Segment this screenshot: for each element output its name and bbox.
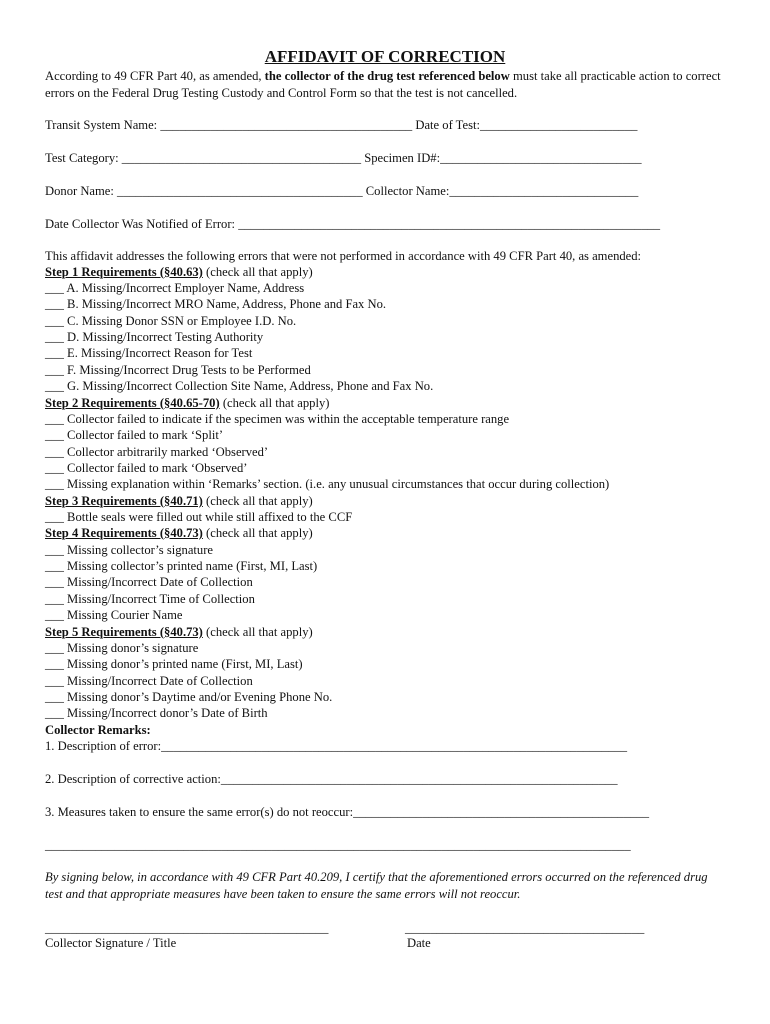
intro-text-1: According to 49 CFR Part 40, as amended,: [45, 69, 265, 83]
step5-note: (check all that apply): [202, 625, 313, 639]
step3-header: [45, 493, 313, 509]
step1-note: (check all that apply): [202, 265, 313, 279]
intro-bold-text: the collector of the drug test referenced below: [264, 69, 510, 83]
step4-header: [45, 525, 313, 541]
checklist-item[interactable]: ___ Missing collector’s signature: [45, 543, 214, 557]
donor-collector-fields[interactable]: Donor Name: _______________________________________ Collector Name:______________________________: [45, 184, 639, 198]
step5-heading: Step 5 Requirements (§40.73): [45, 625, 203, 639]
measures-taken-field[interactable]: 3. Measures taken to ensure the same error(s) do not reoccur:_______________________________________________: [45, 805, 650, 819]
error-description-field[interactable]: 1. Description of error:__________________________________________________________________________: [45, 739, 628, 753]
checklist-item[interactable]: ___ Missing/Incorrect donor’s Date of Birth: [45, 706, 268, 720]
checklist-item[interactable]: ___ Missing donor’s Daytime and/or Evening Phone No.: [45, 690, 333, 704]
checklist-item[interactable]: ___ G. Missing/Incorrect Collection Site Name, Address, Phone and Fax No.: [45, 379, 434, 393]
step5-header: [45, 624, 313, 640]
measures-continuation-field[interactable]: _____________________________________________________________________________________________: [45, 838, 631, 852]
step1-header: [45, 264, 313, 280]
step3-note: (check all that apply): [202, 494, 313, 508]
checklist-item[interactable]: ___ C. Missing Donor SSN or Employee I.D. No.: [45, 314, 297, 328]
checklist-item[interactable]: ___ Collector failed to indicate if the specimen was within the acceptable temperature range: [45, 412, 510, 426]
checklist-item[interactable]: ___ F. Missing/Incorrect Drug Tests to be Performed: [45, 363, 311, 377]
intro-paragraph: [45, 68, 735, 101]
intro-text-2: must take all practicable action to correct errors on the Federal Drug Testing Custody and Control Form so that the test is not cancelled.: [45, 69, 721, 100]
step1-heading: Step 1 Requirements (§40.63): [45, 265, 203, 279]
checklist-item[interactable]: ___ Missing/Incorrect Date of Collection: [45, 674, 253, 688]
checklist-item[interactable]: ___ Missing donor’s signature: [45, 641, 199, 655]
checklist-item[interactable]: ___ Missing/Incorrect Date of Collection: [45, 575, 253, 589]
checklist-item[interactable]: ___ Missing collector’s printed name (First, MI, Last): [45, 559, 318, 573]
checklist-item[interactable]: ___ Collector arbitrarily marked ‘Observed’: [45, 445, 269, 459]
checklist-item[interactable]: ___ Missing explanation within ‘Remarks’ section. (i.e. any unusual circumstances that occur during collection): [45, 477, 610, 491]
checklist-item[interactable]: ___ Bottle seals were filled out while still affixed to the CCF: [45, 510, 353, 524]
checklist-item[interactable]: ___ Collector failed to mark ‘Split’: [45, 428, 224, 442]
signature-label: Collector Signature / Title: [45, 936, 177, 950]
corrective-action-field[interactable]: 2. Description of corrective action:_______________________________________________________________: [45, 772, 618, 786]
certification-statement: By signing below, in accordance with 49 CFR Part 40.209, I certify that the aforementioned errors occurred on the referenced drug test and that appropriate measures have been taken to ensure the same errors will not reoccur.: [45, 870, 708, 901]
category-specimen-fields[interactable]: Test Category: ______________________________________ Specimen ID#:________________________________: [45, 151, 642, 165]
date-label: Date: [407, 936, 431, 950]
date-line[interactable]: ______________________________________: [405, 921, 645, 935]
step2-note: (check all that apply): [219, 396, 330, 410]
step4-heading: Step 4 Requirements (§40.73): [45, 526, 203, 540]
step2-heading: Step 2 Requirements (§40.65-70): [45, 396, 220, 410]
remarks-heading: Collector Remarks:: [45, 723, 151, 737]
checklist-item[interactable]: ___ Missing Courier Name: [45, 608, 183, 622]
document-title: AFFIDAVIT OF CORRECTION: [264, 47, 506, 66]
checklist-item[interactable]: ___ Missing donor’s printed name (First, MI, Last): [45, 657, 303, 671]
step2-header: [45, 395, 329, 411]
step3-heading: Step 3 Requirements (§40.71): [45, 494, 203, 508]
checklist-item[interactable]: ___ Missing/Incorrect Time of Collection: [45, 592, 255, 606]
step4-note: (check all that apply): [202, 526, 313, 540]
transit-date-fields[interactable]: Transit System Name: ________________________________________ Date of Test:_________________________: [45, 118, 638, 132]
checklist-item[interactable]: ___ E. Missing/Incorrect Reason for Test: [45, 346, 253, 360]
affidavit-intro: This affidavit addresses the following errors that were not performed in accordance with 49 CFR Part 40, as amended:: [45, 249, 642, 263]
checklist-item[interactable]: ___ A. Missing/Incorrect Employer Name, Address: [45, 281, 305, 295]
checklist-item[interactable]: ___ D. Missing/Incorrect Testing Authority: [45, 330, 264, 344]
signature-line[interactable]: _____________________________________________: [45, 921, 329, 935]
checklist-item[interactable]: ___ B. Missing/Incorrect MRO Name, Address, Phone and Fax No.: [45, 297, 387, 311]
notified-date-field[interactable]: Date Collector Was Notified of Error: ___________________________________________________________________: [45, 217, 661, 231]
checklist-item[interactable]: ___ Collector failed to mark ‘Observed’: [45, 461, 248, 475]
